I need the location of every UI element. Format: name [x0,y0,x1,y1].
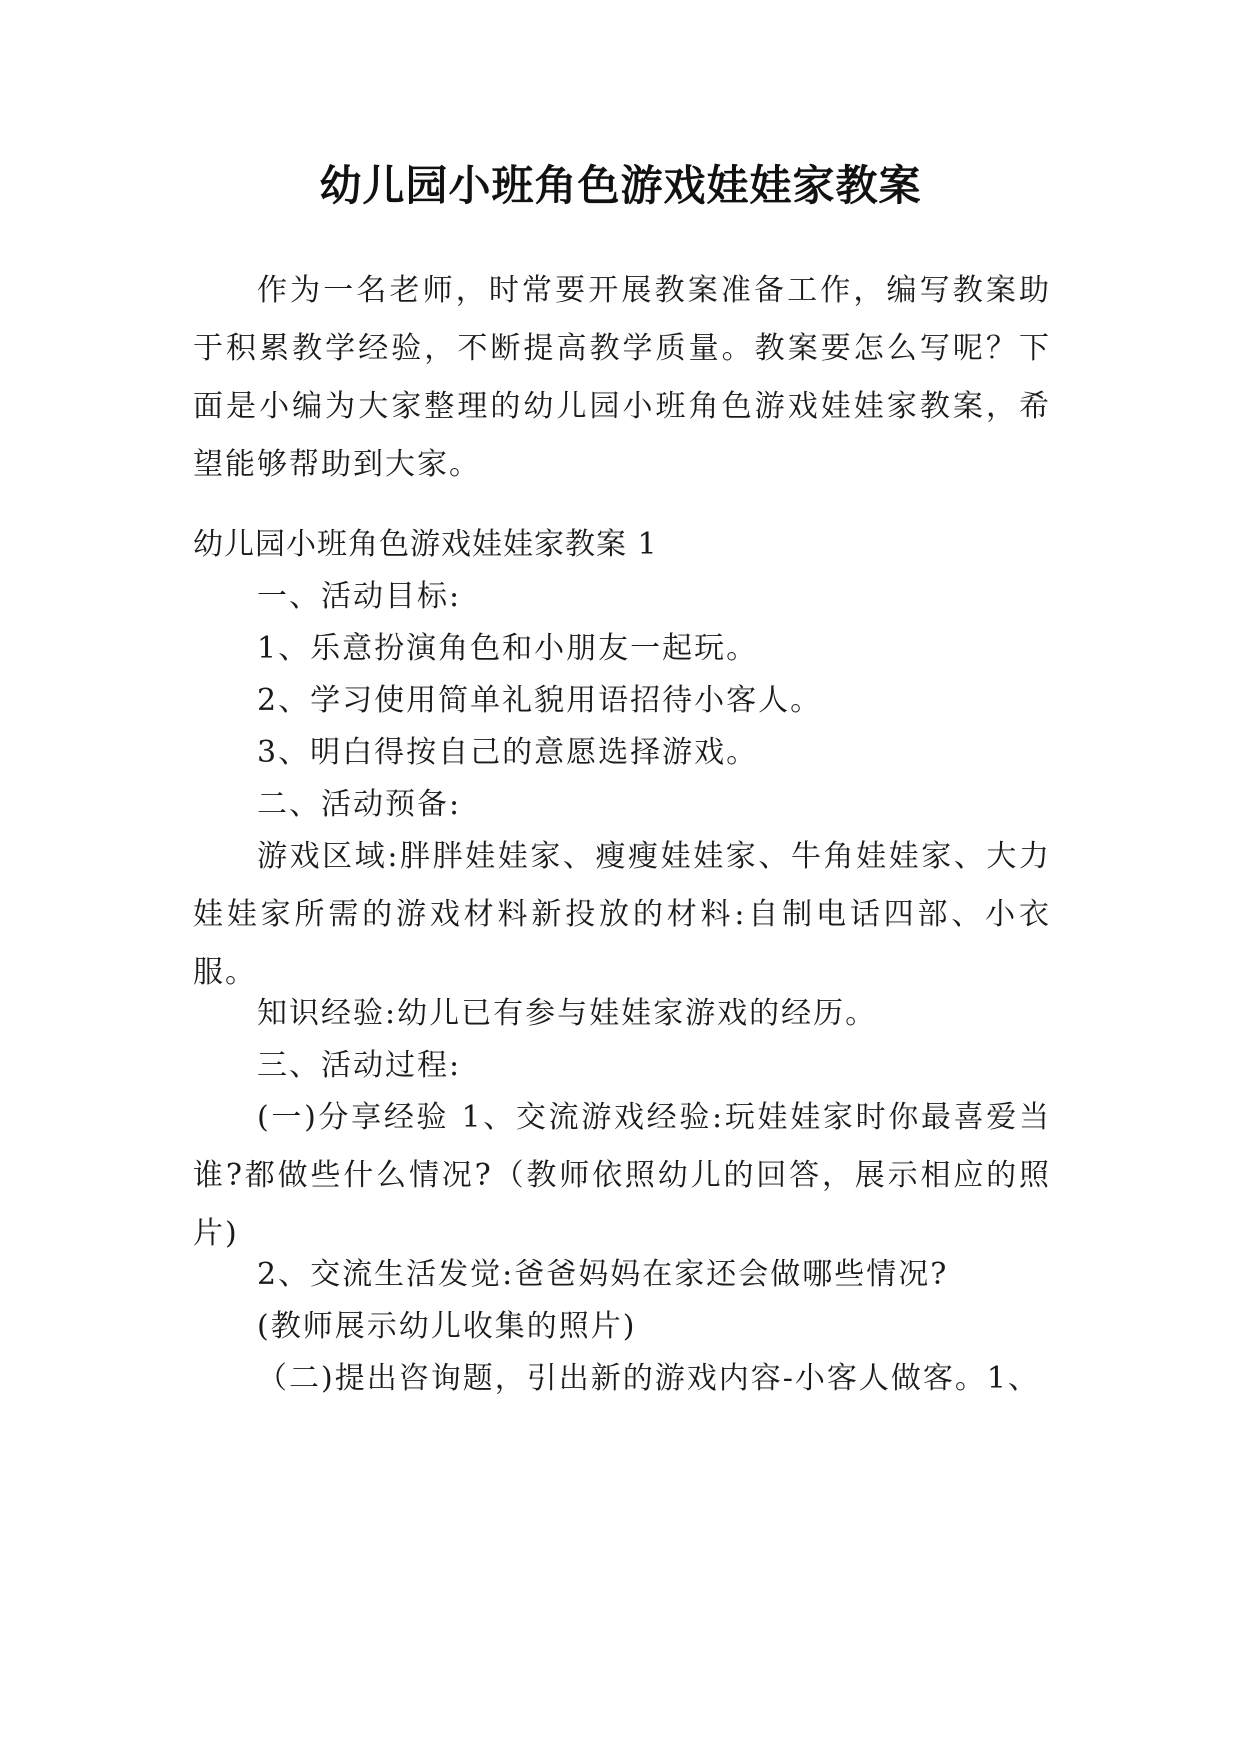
body-line-prep-knowledge: 知识经验:幼儿已有参与娃娃家游戏的经历。 [257,996,878,1031]
body-line-goal-2: 2、学习使用简单礼貌用语招待小客人。 [257,683,823,718]
intro-paragraph: 作为一名老师，时常要开展教案准备工作，编写教案助于积累教学经验，不断提高教学质量。教案要怎么写呢？下面是小编为大家整理的幼儿园小班角色游戏娃娃家教案，希望能够帮助到大家。 [193,273,1051,482]
body-line-share-experience: (一)分享经验 1、交流游戏经验:玩娃娃家时你最喜爱当谁?都做些什么情况?（教师依照幼儿的回答，展示相应的照片) [193,1100,1051,1251]
body-line-question: （二)提出咨询题，引出新的游戏内容-小客人做客。1、 [257,1361,1040,1396]
body-line-photo-note: (教师展示幼儿收集的照片) [257,1309,637,1344]
document-title: 幼儿园小班角色游戏娃娃家教案 [319,161,922,210]
body-line-prep-heading: 二、活动预备: [257,787,462,822]
section-title: 幼儿园小班角色游戏娃娃家教案 1 [193,527,658,562]
body-line-goal-3: 3、明白得按自己的意愿选择游戏。 [257,735,759,770]
body-line-goals-heading: 一、活动目标: [257,579,462,614]
body-line-process-heading: 三、活动过程: [257,1048,462,1083]
body-line-prep-area: 游戏区域:胖胖娃娃家、瘦瘦娃娃家、牛角娃娃家、大力娃娃家所需的游戏材料新投放的材料:自制电话四部、小衣服。 [193,839,1051,990]
body-line-goal-1: 1、乐意扮演角色和小朋友一起玩。 [257,631,759,666]
body-line-life-discovery: 2、交流生活发觉:爸爸妈妈在家还会做哪些情况? [257,1257,949,1292]
